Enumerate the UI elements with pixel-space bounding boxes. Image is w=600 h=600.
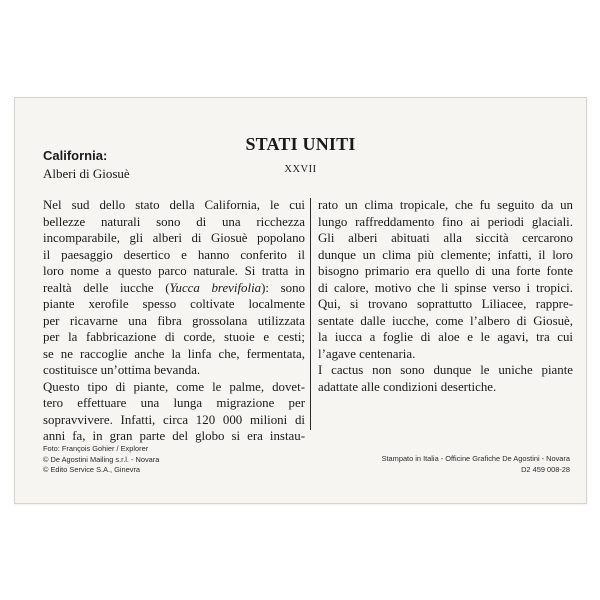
copyright-line: © Edito Service S.A., Ginevra: [43, 465, 141, 474]
text-line: piante xerofile spesso coltivate localmente: [43, 297, 305, 311]
text-line: Questo tipo di piante, come le palme, dovet-: [43, 379, 305, 394]
text-line: I cactus non sono dunque le uniche piante: [318, 363, 573, 377]
copyright-line: © De Agostini Mailing s.r.l. - Novara: [43, 454, 160, 464]
photo-credits: [43, 444, 159, 476]
text-line: tero effettuare una lunga migrazione per: [43, 396, 305, 410]
card-number: XXVII: [284, 164, 317, 175]
printed-in: Stampato in Italia - Officine Grafiche De Agostini - Novara: [381, 454, 570, 463]
text-line: sentate dalle iucche, come l’albero di Giosuè,: [318, 313, 573, 328]
text-line: la iucca a foglie di aloe e le agavi, tra cui: [318, 330, 573, 344]
text-line: Nel sud dello stato della California, le cui: [43, 198, 305, 212]
latin-species-name: Yucca brevifolia: [169, 280, 262, 295]
postcard: [14, 97, 587, 504]
text-line: bellezze naturali sono di una ricchezza: [43, 214, 305, 229]
text-line: rato un clima tropicale, che fu seguito da un: [318, 198, 573, 212]
text-line: per ricavarne una fibra grossolana utilizzata: [43, 313, 305, 328]
product-code: D2 459 008-28: [521, 464, 570, 474]
text-fragment: realtà delle iucche (: [43, 280, 170, 295]
right-text-column: [318, 197, 573, 395]
species-subheading: Alberi di Giosuè: [43, 166, 130, 181]
text-line: di calore, motivo che li spinse verso i tropici.: [318, 280, 573, 295]
text-line: l’agave centenaria.: [318, 346, 416, 361]
text-line: Qui, si trovano soprattutto Liliacee, rappre-: [318, 297, 573, 311]
text-line: per la fabbricazione di corde, stuoie e cesti;: [43, 330, 305, 344]
text-line: dunque un clima più clemente; infatti, il loro: [318, 247, 573, 262]
column-divider: [310, 198, 311, 430]
text-line: adattate alle condizioni desertiche.: [318, 379, 497, 394]
text-line: incomparabile, gli alberi di Giosuè popolano: [43, 231, 305, 245]
text-fragment: ): sono: [261, 280, 305, 295]
text-line: sopravvivere. Infatti, circa 120 000 milioni di: [43, 412, 305, 427]
text-line: il paesaggio desertico e hanno conferito il: [43, 247, 305, 262]
text-line: [43, 280, 305, 297]
region-heading: California:: [43, 148, 108, 163]
printer-info: [382, 454, 570, 475]
left-text-column: [43, 197, 305, 445]
text-line: bisogno primario era quello di una forte fonte: [318, 264, 573, 278]
photo-credit: Foto: François Gohier / Explorer: [43, 444, 149, 453]
text-line: anni fa, in gran parte del globo si era instau-: [43, 429, 305, 443]
text-line: lungo raffreddamento fino ai periodi glaciali.: [318, 214, 573, 229]
text-line: se ne raccoglie anche la linfa che, fermentata,: [43, 346, 305, 361]
card-title: STATI UNITI: [245, 134, 356, 154]
text-line: loro nome a questo parco naturale. Si tratta in: [43, 264, 305, 278]
text-line: Gli alberi abituati alla siccità cercarono: [318, 231, 573, 245]
text-line: costituisce un’ottima bevanda.: [43, 363, 201, 377]
